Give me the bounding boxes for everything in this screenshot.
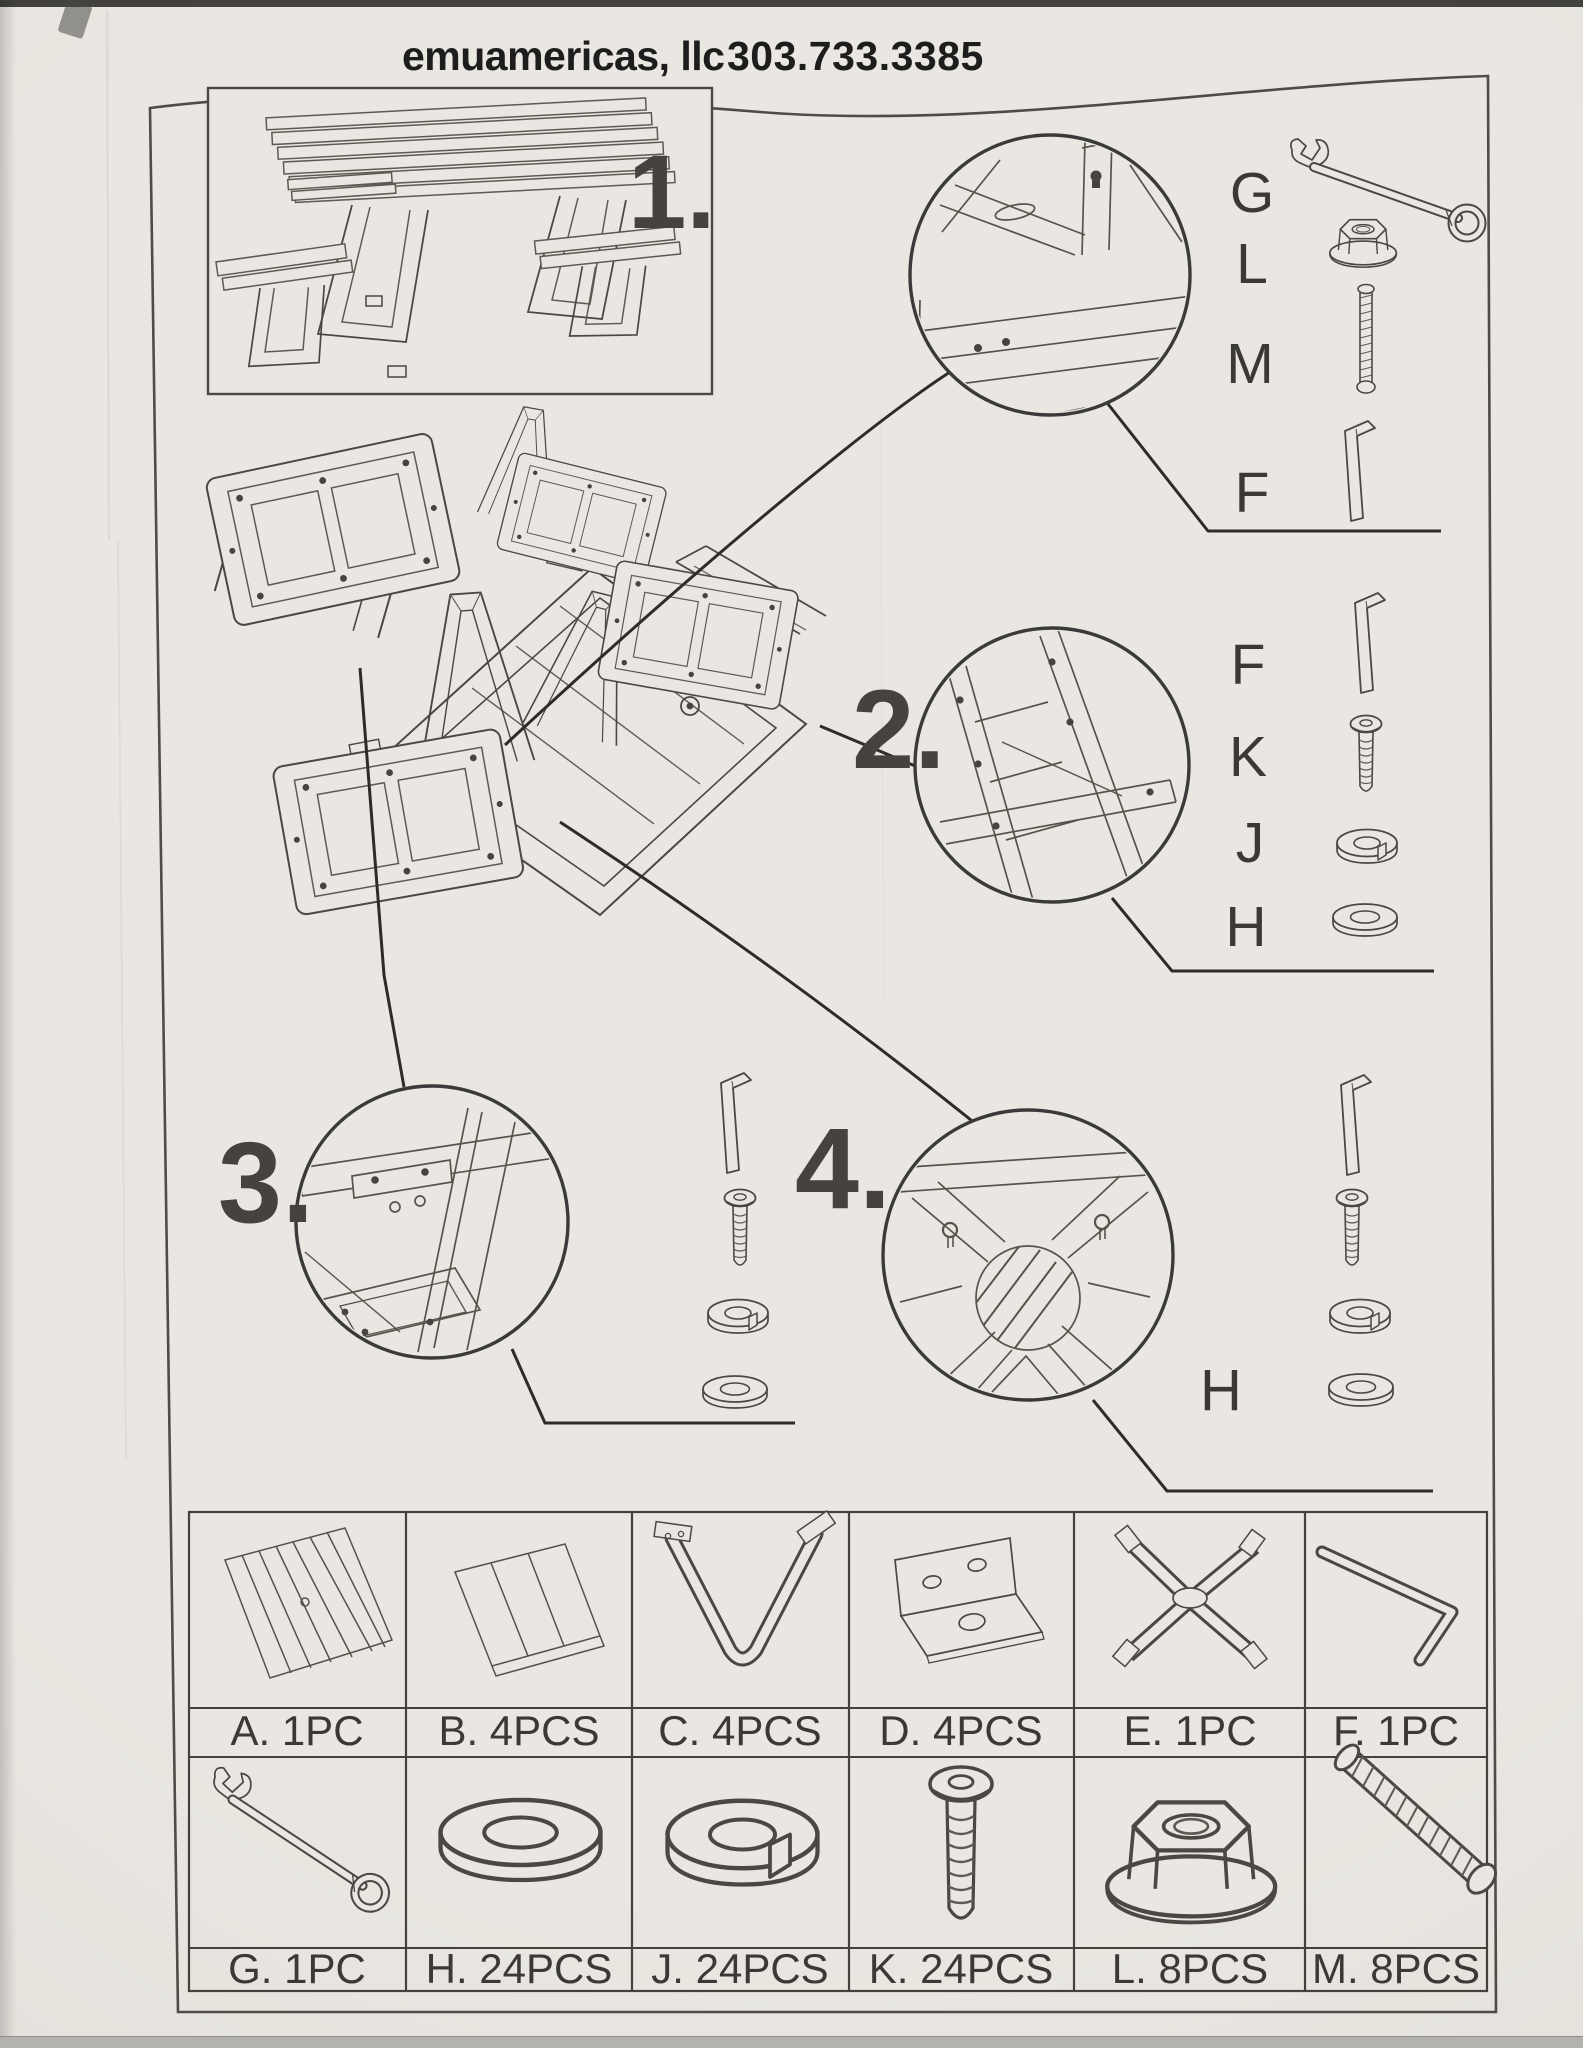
part-label: H. 24PCS <box>425 1945 613 1992</box>
part-b-drawing <box>455 1544 604 1676</box>
part-label: G. 1PC <box>228 1945 366 1992</box>
part-label: F. 1PC <box>1332 1707 1460 1754</box>
part-label: J. 24PCS <box>651 1945 829 1992</box>
part-a-drawing <box>225 1528 392 1678</box>
button-screw-icon <box>1351 716 1382 792</box>
allen-key-icon <box>721 1073 751 1173</box>
part-m-drawing <box>1330 1739 1501 1898</box>
part-label: A. 1PC <box>230 1707 364 1754</box>
hardware-letter: F <box>1234 461 1270 525</box>
step-2-number: 2. <box>852 667 946 792</box>
step-3-hardware <box>703 1073 768 1408</box>
hardware-letter: J <box>1235 811 1265 875</box>
hardware-letter: H <box>1200 1358 1242 1423</box>
part-label: E. 1PC <box>1123 1707 1257 1754</box>
step-1-hardware <box>1226 139 1482 525</box>
hex-bolt-icon <box>1357 285 1375 394</box>
part-label: B. 4PCS <box>438 1707 600 1754</box>
part-k-drawing <box>930 1767 992 1918</box>
step-2-hardware <box>1225 593 1397 959</box>
leader-step1-right <box>1108 404 1441 531</box>
detail-circle-4 <box>883 1110 1173 1415</box>
flat-washer-icon <box>1333 904 1397 936</box>
lock-washer-icon <box>708 1300 768 1334</box>
part-label: D. 4PCS <box>879 1707 1043 1754</box>
hardware-letter: F <box>1230 633 1266 697</box>
button-screw-icon <box>1337 1190 1368 1266</box>
step-4-number: 4. <box>795 1105 891 1233</box>
detail-circle-1 <box>910 135 1198 472</box>
lock-washer-icon <box>1330 1300 1390 1334</box>
button-screw-icon <box>725 1190 756 1266</box>
hardware-letter: K <box>1228 725 1268 789</box>
part-l-drawing <box>1107 1802 1275 1922</box>
step-1-number: 1. <box>628 134 716 251</box>
lock-washer-icon <box>1337 830 1397 864</box>
company-name: emuamericas, llc <box>402 33 725 79</box>
seat-panel <box>205 432 461 627</box>
part-d-drawing <box>895 1538 1044 1663</box>
leader-step4-right <box>1093 1400 1433 1491</box>
seat-panel <box>272 728 525 916</box>
part-h-drawing <box>441 1800 601 1880</box>
part-label: K. 24PCS <box>868 1945 1054 1992</box>
allen-key-icon <box>1355 593 1385 693</box>
detail-circle-2 <box>915 628 1189 905</box>
parts-table <box>189 1511 1501 1992</box>
step-3-number: 3. <box>218 1119 314 1247</box>
allen-key-icon <box>1341 1075 1371 1175</box>
part-c-drawing <box>654 1511 835 1659</box>
part-label: M. 8PCS <box>1311 1945 1481 1992</box>
hardware-letter: G <box>1229 161 1275 225</box>
flange-nut-icon <box>1330 220 1397 268</box>
step-4-hardware <box>1200 1075 1393 1423</box>
part-e-drawing <box>1113 1525 1267 1668</box>
hardware-letter: H <box>1225 895 1267 959</box>
detail-circle-3 <box>296 1086 568 1360</box>
hardware-letter: M <box>1226 332 1274 396</box>
flat-washer-icon <box>703 1376 767 1408</box>
exploded-diagram <box>205 402 826 916</box>
flat-washer-icon <box>1329 1374 1393 1406</box>
part-j-drawing <box>668 1801 818 1885</box>
part-label: C. 4PCS <box>658 1707 822 1754</box>
wrench-icon <box>1291 139 1482 238</box>
part-f-drawing <box>1322 1552 1452 1660</box>
phone-number: 303.733.3385 <box>727 33 984 79</box>
hardware-letter: L <box>1236 232 1268 296</box>
part-label: L. 8PCS <box>1111 1945 1269 1992</box>
part-g-drawing <box>192 1766 406 1911</box>
allen-key-icon <box>1345 421 1375 521</box>
